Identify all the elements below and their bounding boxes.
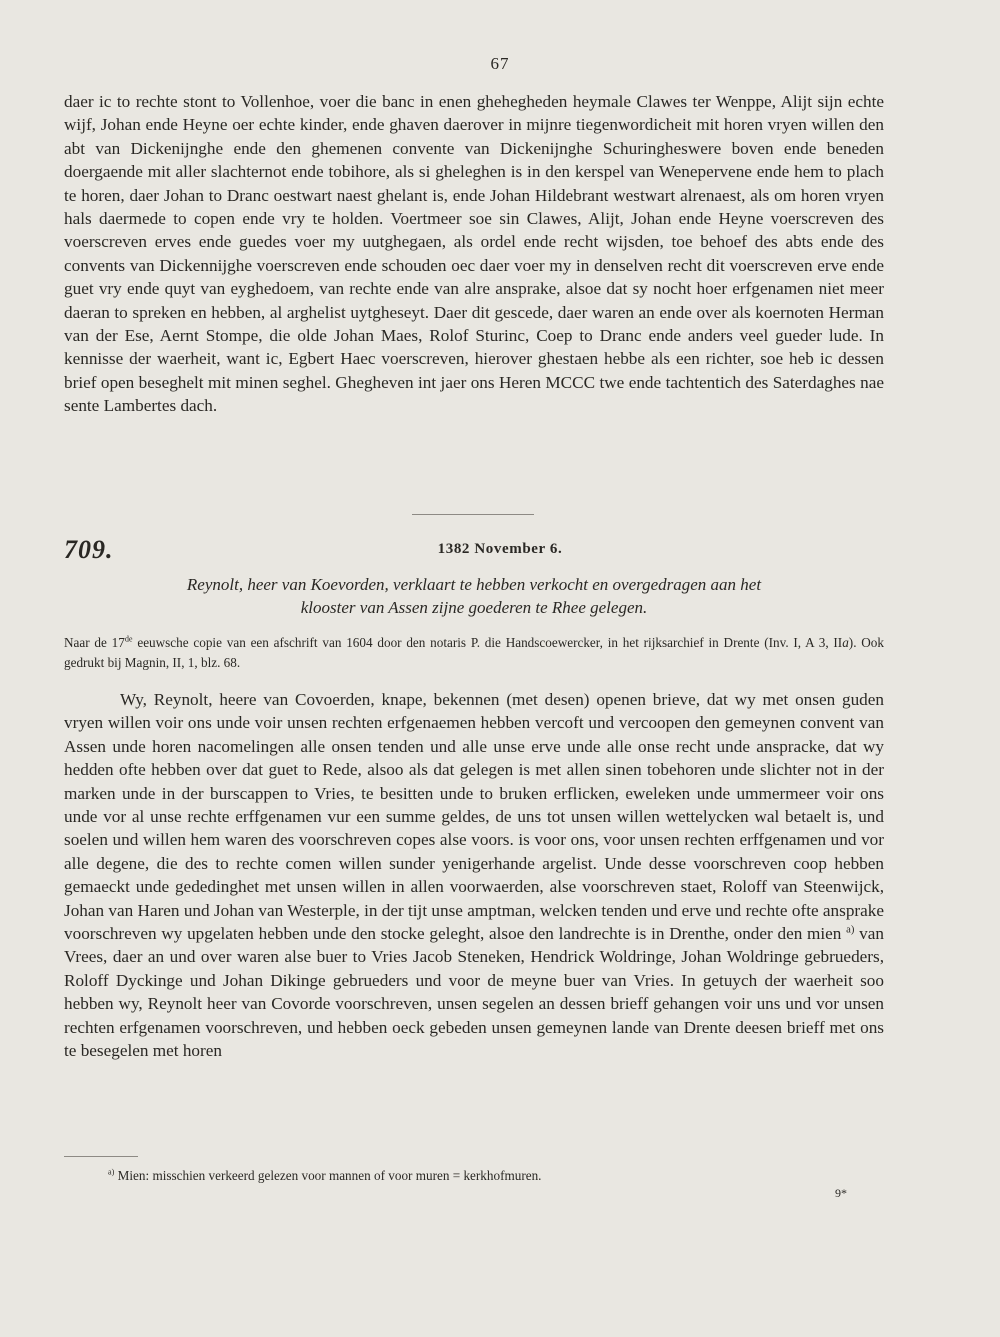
source-note bbox=[64, 633, 884, 673]
charter-text-part: Wy, Reynolt, heere van Covoerden, knape, bekennen (met desen) openen brieve, dat wy met onsen guden vryen willen voir ons unde voir unsen rechten erfgenaemen hebben vercoft und vercoopen den gemeynen convent van Assen unde horen nacomelingen alle onsen tenden und alle unse erve unde alle onse recht unde anspracke, dat wy hedden ofte hebben over dat guet to Rede, alsoo als dat gelegen is met allen sinen tobehoren unde slichter not in der marken unde in der burscappen to Vries, te besitten unde to bruken erflicken, eweleken unde ummermeer voir ons unde vor al unse rechte erffgenamen vur een summe geldes, de uns tot unsen willen wettelycken wal betaelt is, und soelen und willen hem waren des voorschreven copes alse voors. is voor ons, voor unsen rechten erffgenamen und vor alle degene, die des to rechte comen willen sunder yenigerhande argelist. Unde desse voorschreven coop hebben gemaeckt unde gededinghet met unsen willen in allen voorwaerden, alse voorschreven staet, Roloff van Steenwijck, Johan van Haren und Johan van Westerple, in der tijt unse amptman, welcken tenden und erve und rechte ofte ansprake voorschreven wy upgelaten hebben unde den stocke geleght, alsoe den landrechte is in Drenthe, onder den mien bbox=[64, 690, 884, 944]
continuation-paragraph: daer ic to rechte stont to Vollenhoe, voer die banc in enen ghehegheden heymale Clawes ter Wenppe, Alijt sijn echte wijf, Johan ende Heyne oer echte kinder, ende ghaven daerover in mijnre tiegenwordicheit mit horen vryen willen den abt van Dickenijnghe ende den ghemenen convente van Dickenijnghe Schuringheswere boven ende beneden doergaende mit aller slachternot ende tobihore, als si gheleghen is in den kerspel van Wenepervene ende hem to plach te horen, daer Johan to Dranc oestwart naest ghelant is, ende Johan Hildebrant westwart alrenaest, als om horen vryen hals daermede to copen ende vry te holden. Voertmeer soe sin Clawes, Alijt, Johan ende Heyne voerscreven des voerscreven erves ende guedes voer my uutghegaen, als ordel ende recht wijsden, toe behoef des abts ende des convents van Dickennijghe voerscreven ende schouden oec daer voer my in denselven recht dit voerscreven erve ende guet vry ende quyt van eyghedoem, van rechte ende van alre ansprake, alsoe dat sy nocht hoer erfgenamen niet meer daeran to spreken en hebben, al arghelist uytgheseyt. Daer dit gescede, daer waren an ende over als koernoten Herman van der Ese, Aernt Stompe, die olde Johan Maes, Rolof Sturinc, Coep to Dranc ende anders veel gueder lude. In kennisse der waerheit, want ic, Egbert Haec voerscreven, hierover ghestaen hebbe als een richter, soe heb ic dessen brief open beseghelt mit minen seghel. Ghegheven int jaer ons Heren MCCC twe ende tachtentich des Saterdaghes nae sente Lambertes dach. bbox=[64, 92, 884, 416]
footnote-rule bbox=[64, 1156, 138, 1157]
superscript: de bbox=[124, 634, 133, 644]
page-number: 67 bbox=[490, 54, 510, 73]
summary-line: klooster van Assen zijne goederen te Rhee gelegen. bbox=[300, 598, 648, 617]
footnote-marker: a) bbox=[108, 1167, 115, 1177]
charter-text-part: van Vrees, daer an und over waren alse buer to Vries Jacob Steneken, Hendrick Woldringe, Johan Woldringe gebrueders, Roloff Dyckinge und Johan Dikinge gebrueders und voor de meyne buer van Vries. In getuych der waerheit soo hebben wy, Reynolt heer van Covorde voorschreven, unsen segelen an dessen brieff gehangen voir uns und vor unsen rechten erfgenamen voorschreven, und hebben oeck gebeden unsen gemeynen lande van Drente deesen brieff met ons te besegelen met horen bbox=[64, 924, 884, 1061]
source-note-text: eeuwsche copie van een afschrift van 1604 door den notaris P. die Handscoewercker, in het rijksarchief in Drente (Inv. I, A 3, II bbox=[132, 635, 843, 650]
source-note-text: Naar de 17 bbox=[64, 635, 125, 650]
signature-mark: 9* bbox=[835, 1186, 847, 1200]
section-divider bbox=[412, 514, 534, 515]
charter-number: 709. bbox=[64, 535, 114, 564]
charter-text bbox=[64, 688, 884, 1063]
source-note-text: ). Ook gedrukt bij Magnin, II, 1, blz. 68. bbox=[64, 635, 884, 670]
source-note-italic: a bbox=[842, 635, 849, 650]
summary-line: Reynolt, heer van Koevorden, verklaart te hebben verkocht en overgedragen aan het bbox=[186, 575, 762, 594]
charter-date: 1382 November 6. bbox=[437, 541, 563, 557]
charter-paragraph bbox=[64, 688, 884, 1063]
previous-charter-continuation bbox=[64, 90, 884, 418]
footnote bbox=[108, 1166, 888, 1186]
footnote-reference: a) bbox=[846, 924, 855, 936]
footnote-text: Mien: misschien verkeerd gelezen voor mannen of voor muren = kerkhofmuren. bbox=[114, 1168, 542, 1183]
charter-summary bbox=[64, 573, 884, 619]
